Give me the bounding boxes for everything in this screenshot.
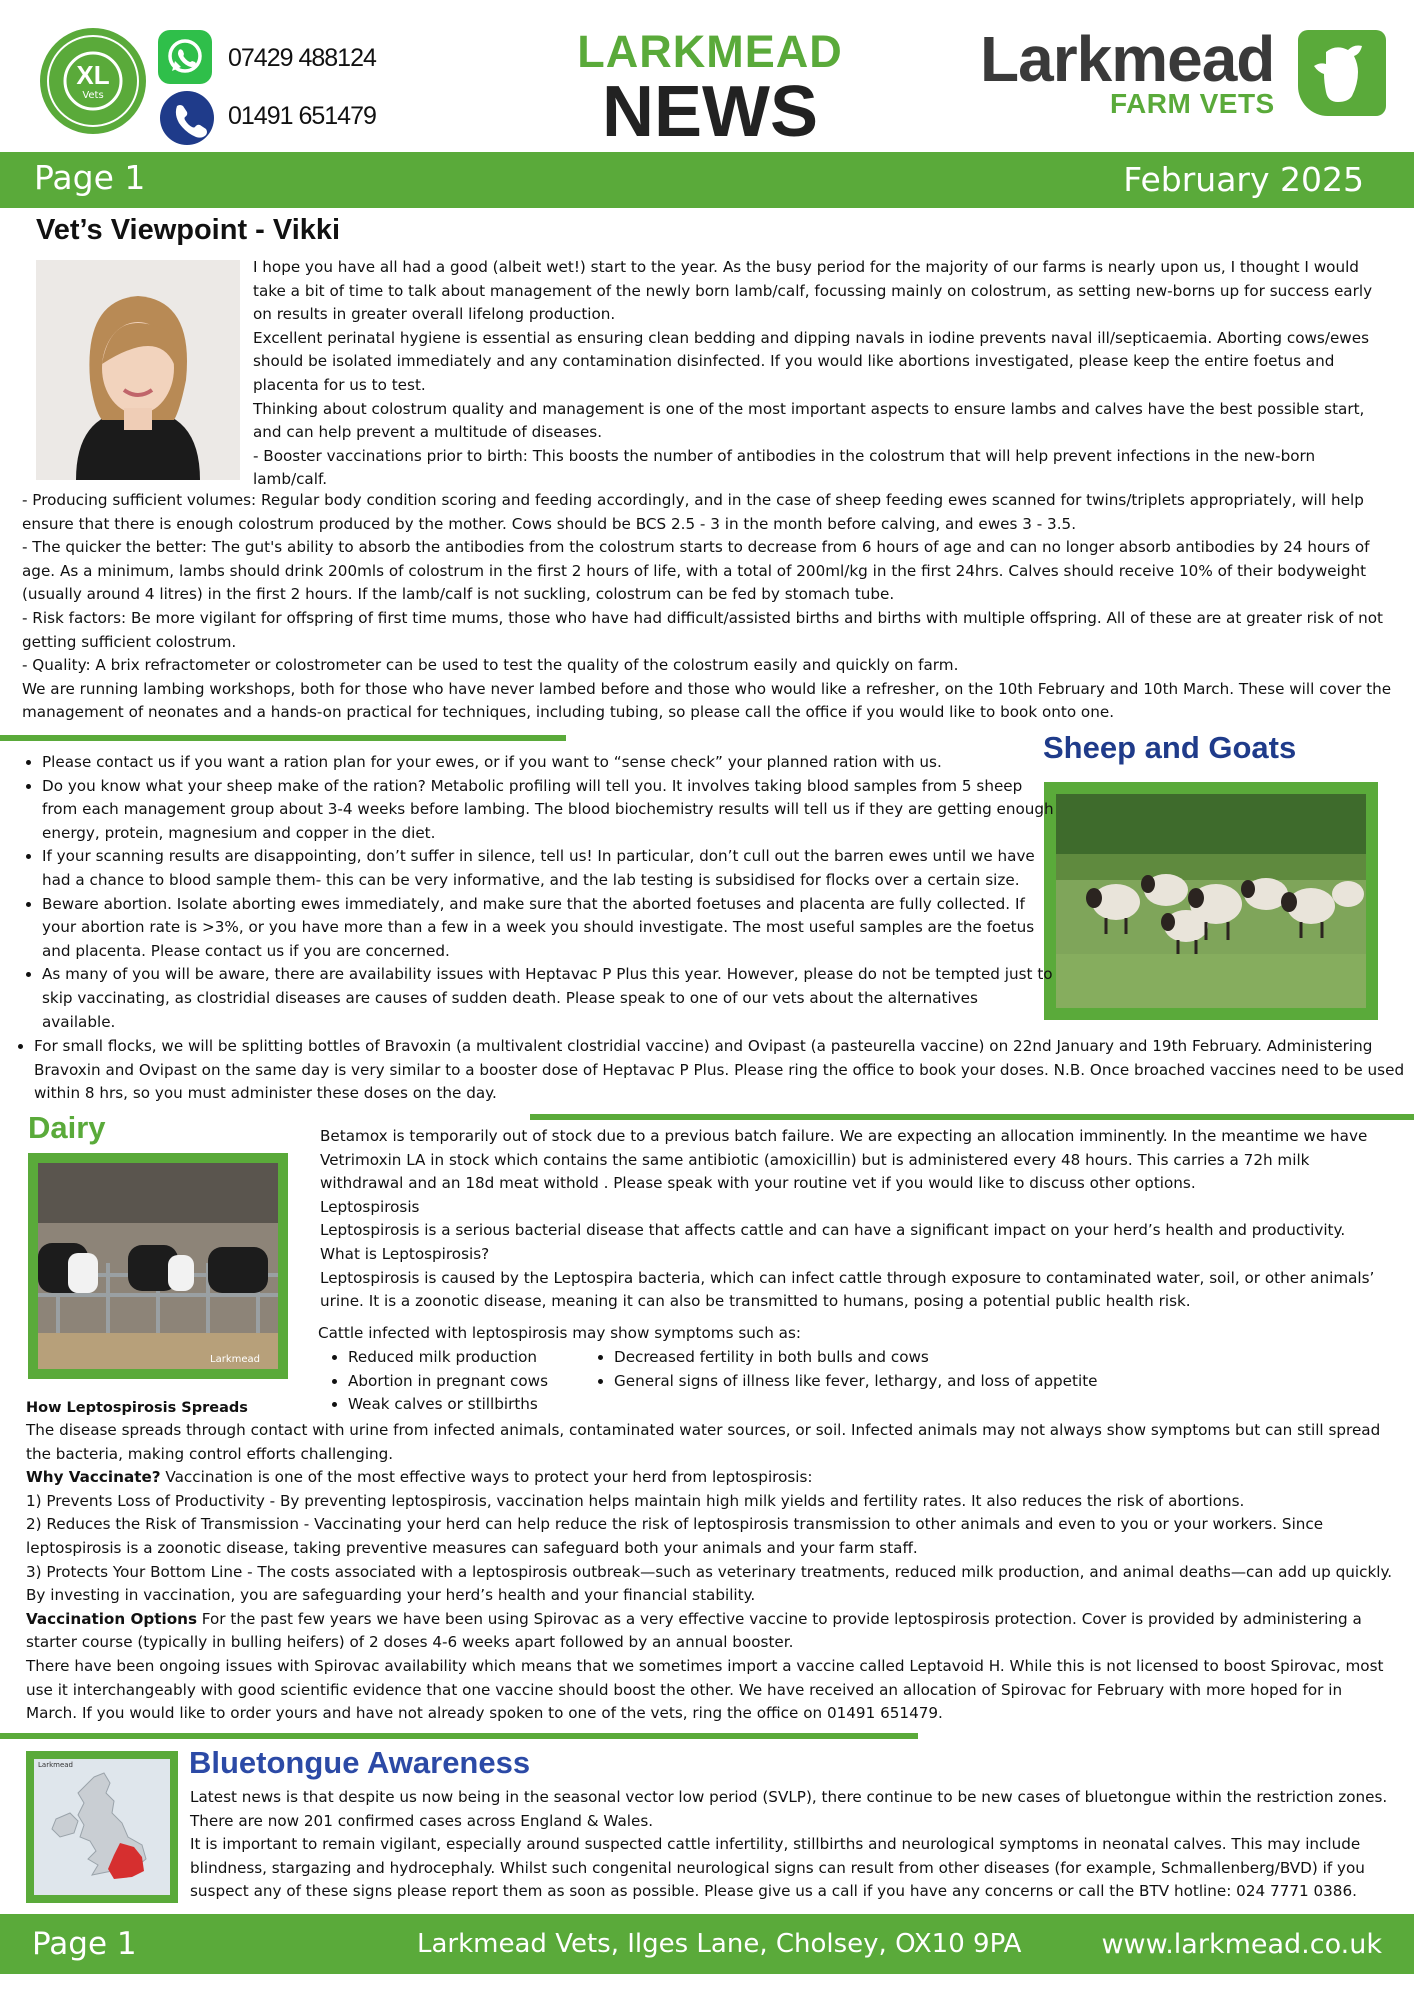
logo-main: Larkmead — [980, 23, 1275, 95]
dairy-photo-watermark: Larkmead — [210, 1354, 260, 1365]
badge-sub: Vets — [82, 90, 104, 101]
phone-icon[interactable] — [160, 91, 214, 145]
header — [0, 0, 1414, 152]
bluetongue-title: Bluetongue Awareness — [189, 1745, 531, 1780]
sheep-bullets — [20, 751, 1054, 1034]
viewpoint-intro-para: - Booster vaccinations prior to birth: This boosts the number of antibodies in the colostrum that will help prevent infections in the new-born lamb/calf. — [253, 446, 1316, 489]
viewpoint-intro — [253, 256, 1377, 492]
sheep-wide-bullet — [12, 1035, 1414, 1106]
options-title: Vaccination Options — [26, 1609, 197, 1628]
newsletter-title-bottom: NEWS — [602, 72, 818, 152]
list-item: • Abortion in pregnant cows — [348, 1370, 608, 1394]
footer-address: Larkmead Vets, Ilges Lane, Cholsey, OX10 9PA — [417, 1929, 1022, 1959]
why-text: Vaccination is one of the most effective ways to protect your herd from leptospirosis: — [160, 1468, 813, 1487]
footer-website[interactable]: www.larkmead.co.uk — [1101, 1929, 1382, 1960]
viewpoint-intro-para: Thinking about colostrum quality and management is one of the most important aspects to ensure lambs and calves have the best possible start, and can help prevent a multitude of diseases. — [253, 399, 1365, 442]
options-text: For the past few years we have been using Spirovac as a very effective vaccine to provide leptospirosis protection. Cover is provided by administering a starter course (typically in bulling heifers) of 2 doses 4-6 weeks apart followed by an annual booster. — [26, 1609, 1362, 1652]
viewpoint-title: Vet’s Viewpoint - Vikki — [36, 214, 341, 246]
uk-map-icon — [34, 1759, 170, 1895]
dairy-para: Leptospirosis is a serious bacterial disease that affects cattle and can have a significant impact on your herd’s health and productivity. — [320, 1221, 1346, 1240]
sheep-title: Sheep and Goats — [1043, 730, 1297, 765]
whatsapp-number[interactable]: 07429 488124 — [228, 44, 376, 72]
bluetongue-body — [190, 1786, 1388, 1904]
why-title: Why Vaccinate? — [26, 1468, 161, 1487]
cow-head-icon — [1298, 30, 1386, 116]
list-item: • If your scanning results are disappointing, don’t suffer in silence, tell us! In particular, don’t cull out the barren ewes until we have had a chance to blood sample them- this can be very informative, and the lab testing is subsidised for flocks over a certain size. — [42, 845, 1054, 892]
list-item: • For small flocks, we will be splitting bottles of Bravoxin (a multivalent clostridial vaccine) and Ovipast (a pasteurella vaccine) on 22nd January and 19th February. Administering Bravoxin and Ovipast on the same day is very similar to a booster dose of Heptavac P Plus. Please ring the office to book your doses. N.B. Once broached vaccines need to be used within 8 hrs, so you must administer these doses on the day. — [34, 1035, 1414, 1106]
phone-number[interactable]: 01491 651479 — [228, 102, 376, 130]
divider-dairy-bluetongue — [0, 1733, 918, 1739]
dairy-para: Betamox is temporarily out of stock due to a previous batch failure. We are expecting an allocation imminently. In the meantime we have Vetrimoxin LA in stock which contains the same antibiotic (amoxicillin) but is administered every 48 hours. This carries a 72h milk withdrawal and an 18d meat withold . Please speak with your routine vet if you would like to discuss other options. — [320, 1127, 1368, 1193]
portrait-icon — [36, 260, 240, 480]
list-item: • General signs of illness like fever, lethargy, and loss of appetite — [614, 1370, 1274, 1394]
newsletter-title-top: LARKMEAD — [577, 26, 843, 77]
list-item: • As many of you will be aware, there are availability issues with Heptavac P Plus this year. However, please do not be tempted just to skip vaccinating, as clostridial diseases are causes of sudden death. Please speak to one of our vets about the alternatives available. — [42, 963, 1054, 1034]
divider-sheep-dairy — [530, 1114, 1414, 1120]
vaccination-options — [26, 1608, 1394, 1655]
top-bar-page: Page 1 — [34, 158, 146, 197]
top-bar — [0, 152, 1414, 208]
xl-vets-badge — [40, 28, 146, 134]
viewpoint-body-para: - Quality: A brix refractometer or colostrometer can be used to test the quality of the colostrum easily and quickly on farm. — [22, 656, 959, 675]
top-bar-date: February 2025 — [1123, 160, 1364, 199]
symptoms-right — [592, 1346, 1274, 1393]
reason-item: 2) Reduces the Risk of Transmission - Vaccinating your herd can help reduce the risk of leptospirosis transmission to other animals and even to you or your workers. Since leptospirosis is a zoonotic disease, taking preventive measures can safeguard both your animals and your farm staff. — [26, 1515, 1324, 1557]
vet-portrait — [36, 260, 240, 480]
dairy-photo — [28, 1153, 288, 1379]
badge-text: XL — [76, 60, 110, 90]
viewpoint-body-para: We are running lambing workshops, both for those who have never lambed before and those who would like a refresher, on the 10th February and 10th March. These will cover the management of neonates and a hands-on practical for techniques, including tubing, so please call the office if you would like to book onto one. — [22, 679, 1392, 722]
viewpoint-intro-para: Excellent perinatal hygiene is essential as ensuring clean bedding and dipping navals in iodine prevents naval ill/septicaemia. Aborting cows/ewes should be isolated immediately and any contamination disinfected. If you would like abortions investigated, please keep the entire foetus and placenta for us to test. — [253, 328, 1369, 394]
dairy-intro — [320, 1125, 1375, 1314]
dairy-para: Leptospirosis is caused by the Leptospira bacteria, which can infect cattle through exposure to contaminated water, soil, or other animals’ urine. It is a zoonotic disease, meaning it can also be transmitted to humans, posing a potential public health risk. — [320, 1268, 1375, 1311]
bluetongue-para: It is important to remain vigilant, especially around suspected cattle infertility, stillbirths and neurological symptoms in neonatal calves. This may include blindness, stargazing and hydrocephaly. Whilst such congenital neurological signs can result from other diseases (for example, Schmallenberg/BVD) if you suspect any of these signs please report them as soon as possible. Please give us a call if you have any concerns or call the BTV hotline: 024 7771 0386. — [190, 1835, 1365, 1901]
sheep-flock-icon — [1056, 794, 1366, 1008]
dairy-para: Leptospirosis — [320, 1197, 420, 1216]
reason-item: 1) Prevents Loss of Productivity - By preventing leptospirosis, vaccination helps maintain high milk yields and fertility rates. It also reduces the risk of abortions. — [26, 1491, 1245, 1510]
spread-text: The disease spreads through contact with urine from infected animals, contaminated water sources, or soil. Infected animals may not always show symptoms but can still spread the bacteria, making control efforts challenging. — [26, 1421, 1381, 1463]
divider-viewpoint-sheep — [0, 735, 566, 741]
list-item: • Reduced milk production — [348, 1346, 608, 1370]
viewpoint-body-para: - Producing sufficient volumes: Regular body condition scoring and feeding accordingly, and in the case of sheep feeding ewes scanned for twins/triplets appropriately, will help ensure that there is enough colostrum produced by the mother. Cows should be BCS 2.5 - 3 in the month before calving, and ewes 3 - 3.5. — [22, 491, 1364, 533]
footer-bar — [0, 1914, 1414, 1974]
symptoms-left — [326, 1346, 608, 1417]
sheep-photo — [1044, 782, 1378, 1020]
symptoms-intro: Cattle infected with leptospirosis may show symptoms such as: — [318, 1324, 802, 1342]
list-item: • Weak calves or stillbirths — [348, 1393, 608, 1417]
list-item: • Please contact us if you want a ration plan for your ewes, or if you want to “sense check” your planned ration with us. — [42, 751, 1054, 775]
why-vaccinate — [26, 1466, 1394, 1490]
logo-sub: FARM VETS — [1110, 88, 1275, 119]
dairy-title: Dairy — [28, 1110, 106, 1145]
viewpoint-body — [22, 489, 1392, 725]
bluetongue-para: Latest news is that despite us now being in the seasonal vector low period (SVLP), there continue to be new cases of bluetongue within the restriction zones. There are now 201 confirmed cases across England & Wales. — [190, 1788, 1388, 1830]
map-logo: Larkmead — [38, 1761, 73, 1769]
spread-title: How Leptospirosis Spreads — [26, 1400, 248, 1416]
list-item: • Decreased fertility in both bulls and cows — [614, 1346, 1274, 1370]
reason-item: 3) Protects Your Bottom Line - The costs associated with a leptospirosis outbreak—such as veterinary treatments, reduced milk production, and animal deaths—can add up quickly. By investing in vaccination, you are safeguarding your herd’s health and your financial stability. — [26, 1562, 1393, 1605]
dairy-body — [26, 1419, 1394, 1726]
closing-text: There have been ongoing issues with Spirovac availability which means that we sometimes import a vaccine called Leptavoid H. While this is not licensed to boost Spirovac, most use it interchangeably with good scientific evidence that one vaccine should boost the other. We have received an allocation of Spirovac for February with more hoped for in March. If you would like to order yours and have not already spoken to one of the vets, ring the office on 01491 651479. — [26, 1656, 1384, 1723]
whatsapp-icon[interactable] — [158, 30, 212, 84]
viewpoint-body-para: - Risk factors: Be more vigilant for offspring of first time mums, those who have had difficult/assisted births and births with multiple offspring. All of these are at greater risk of not getting sufficient colostrum. — [22, 608, 1384, 651]
list-item: • Do you know what your sheep make of the ration? Metabolic profiling will tell you. It involves taking blood samples from 5 sheep from each management group about 3-4 weeks before lambing. The blood biochemistry results will tell us if they are getting enough energy, protein, magnesium and copper in the diet. — [42, 775, 1054, 846]
viewpoint-body-para: - The quicker the better: The gut's ability to absorb the antibodies from the colostrum starts to decrease from 6 hours of age and can no longer absorb antibodies by 24 hours of age. As a minimum, lambs should drink 200mls of colostrum in the first 2 hours of life, with a total of 200ml/kg in the first 24hrs. Calves should receive 10% of their bodyweight (usually around 4 litres) in the first 2 hours. If the lamb/calf is not suckling, colostrum can be fed by stomach tube. — [22, 538, 1370, 604]
footer-page: Page 1 — [32, 1926, 137, 1962]
viewpoint-intro-para: I hope you have all had a good (albeit wet!) start to the year. As the busy period for the majority of our farms is nearly upon us, I thought I would take a bit of time to talk about management of the newly born lamb/calf, focussing mainly on colostrum, as setting new-borns up for success early on results in greater overall lifelong production. — [253, 258, 1373, 324]
dairy-para: What is Leptospirosis? — [320, 1244, 490, 1263]
list-item: • Beware abortion. Isolate aborting ewes immediately, and make sure that the aborted foetuses and placenta are fully collected. If your abortion rate is >3%, or you have more than a few in a week you should investigate. The most useful samples are the foetus and placenta. Please contact us if you are concerned. — [42, 893, 1054, 964]
dairy-cows-icon — [38, 1163, 278, 1369]
bluetongue-map — [26, 1751, 178, 1903]
